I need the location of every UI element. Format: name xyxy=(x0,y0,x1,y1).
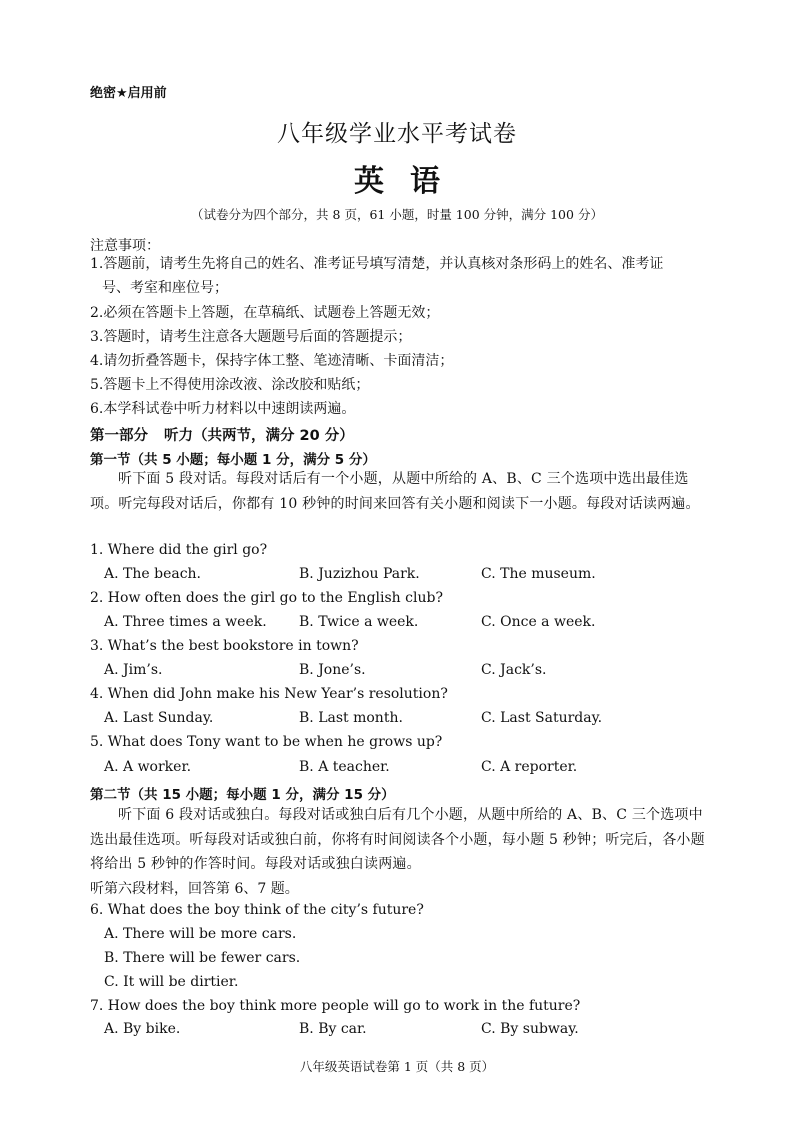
q1-option-c: C. The museum. xyxy=(481,566,596,582)
q4-option-a: A. Last Sunday. xyxy=(104,710,214,726)
note-1-line-1: 1.答题前，请考生先将自己的姓名、准考证号填写清楚，并认真核对条形码上的姓名、准考证 xyxy=(90,256,664,272)
note-3: 3.答题时，请考生注意各大题题号后面的答题提示； xyxy=(90,329,412,345)
q2-option-c: C. Once a week. xyxy=(481,614,596,630)
note-4: 4.请勿折叠答题卡，保持字体工整、笔迹清晰、卡面清洁； xyxy=(90,353,454,369)
q2-option-b: B. Twice a week. xyxy=(299,614,419,630)
section1-instructions: 听下面 5 段对话。每段对话后有一个小题，从题中所给的 A、B、C 三个选项中选出最佳选项。听完每段对话后，你都有 10 秒钟的时间来回答有关小题和阅读下一小题。每段对话读两遍。 xyxy=(90,471,700,512)
q6-option-c: C. It will be dirtier. xyxy=(104,974,239,990)
q3-option-c: C. Jack’s. xyxy=(481,662,547,678)
section2-material-note: 听第六段材料，回答第 6、7 题。 xyxy=(90,881,299,897)
q1-option-a: A. The beach. xyxy=(104,566,202,582)
q4-option-b: B. Last month. xyxy=(299,710,403,726)
q2-option-a: A. Three times a week. xyxy=(104,614,267,630)
question-2: 2. How often does the girl go to the English club? xyxy=(90,590,443,606)
note-1-line-2: 号、考室和座位号； xyxy=(102,280,228,296)
part1-heading xyxy=(90,424,354,445)
exam-title: 八年级学业水平考试卷 xyxy=(277,121,517,147)
q5-option-c: C. A reporter. xyxy=(481,759,578,775)
q6-option-b: B. There will be fewer cars. xyxy=(104,950,301,966)
q3-option-a: A. Jim’s. xyxy=(104,662,163,678)
page-footer: 八年级英语试卷第 1 页（共 8 页） xyxy=(299,1059,495,1074)
q7-option-c: C. By subway. xyxy=(481,1021,579,1037)
note-2: 2.必须在答题卡上答题，在草稿纸、试题卷上答题无效； xyxy=(90,305,440,321)
section1-heading: 第一节（共 5 小题；每小题 1 分，满分 5 分） xyxy=(90,452,376,468)
section2-instructions: 听下面 6 段对话或独白。每段对话或独白后有几个小题，从题中所给的 A、B、C 三个选项中选出最佳选项。听每段对话或独白前，你将有时间阅读各个小题，每小题 5 秒钟；听完后，各小题将给出 5 秒钟的作答时间。每段对话或独白读两遍。 xyxy=(90,807,705,872)
q3-option-b: B. Jone’s. xyxy=(299,662,366,678)
part1-title-a: 第一部分 xyxy=(90,428,148,444)
note-5: 5.答题卡上不得使用涂改液、涂改胶和贴纸； xyxy=(90,377,370,393)
q7-option-b: B. By car. xyxy=(299,1021,367,1037)
question-4: 4. When did John make his New Year’s resolution? xyxy=(90,686,448,702)
question-3: 3. What’s the best bookstore in town? xyxy=(90,638,359,654)
q5-option-b: B. A teacher. xyxy=(299,759,390,775)
note-1 xyxy=(90,252,715,300)
exam-info: （试卷分为四个部分，共 8 页，61 小题，时量 100 分钟，满分 100 分） xyxy=(191,207,603,222)
question-1: 1. Where did the girl go? xyxy=(90,542,268,558)
note-6: 6.本学科试卷中听力材料以中速朗读两遍。 xyxy=(90,401,356,417)
question-7: 7. How does the boy think more people will go to work in the future? xyxy=(90,998,581,1014)
part1-title-b: 听力（共两节，满分 20 分） xyxy=(164,428,354,444)
subject-title: 英语 xyxy=(354,164,466,199)
q7-option-a: A. By bike. xyxy=(104,1021,181,1037)
notes-title: 注意事项： xyxy=(90,238,160,254)
q5-option-a: A. A worker. xyxy=(104,759,192,775)
confidential-label: 绝密★启用前 xyxy=(90,86,167,101)
question-5: 5. What does Tony want to be when he grows up? xyxy=(90,734,443,750)
section2-heading: 第二节（共 15 小题；每小题 1 分，满分 15 分） xyxy=(90,787,395,803)
question-6: 6. What does the boy think of the city’s future? xyxy=(90,902,424,918)
q4-option-c: C. Last Saturday. xyxy=(481,710,603,726)
q6-option-a: A. There will be more cars. xyxy=(104,926,297,942)
q1-option-b: B. Juzizhou Park. xyxy=(299,566,420,582)
